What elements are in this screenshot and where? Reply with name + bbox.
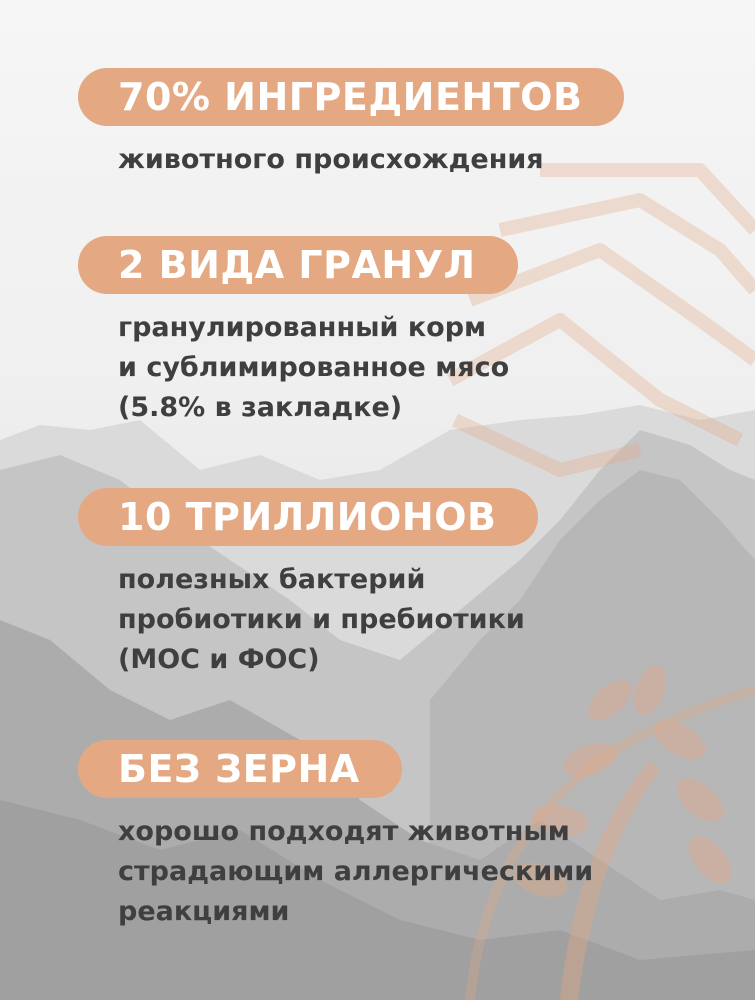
feature-title: 10 ТРИЛЛИОНОВ: [78, 488, 538, 546]
description-line: и сублимированное мясо: [118, 352, 510, 383]
feature-probiotics: [78, 488, 538, 680]
description-line: пробиотики и пребиотики: [118, 604, 525, 635]
description-line: хорошо подходят животным: [118, 816, 570, 847]
feature-description: [118, 308, 518, 428]
description-line: реакциями: [118, 896, 290, 927]
feature-description: [118, 812, 593, 932]
feature-two-granule-types: [78, 236, 518, 428]
feature-grain-free: [78, 740, 593, 932]
feature-title: 70% ИНГРЕДИЕНТОВ: [78, 68, 624, 126]
description-line: гранулированный корм: [118, 312, 487, 343]
description-line: полезных бактерий: [118, 564, 426, 595]
description-line: (5.8% в закладке): [118, 392, 403, 423]
description-line: страдающим аллергическими: [118, 856, 594, 887]
feature-title: БЕЗ ЗЕРНА: [78, 740, 402, 798]
description-line: (МОС и ФОС): [118, 644, 320, 675]
feature-description: [118, 560, 538, 680]
feature-description: [118, 140, 624, 180]
feature-animal-ingredients: [78, 68, 624, 180]
feature-title: 2 ВИДА ГРАНУЛ: [78, 236, 518, 294]
description-line: животного происхождения: [118, 144, 544, 175]
